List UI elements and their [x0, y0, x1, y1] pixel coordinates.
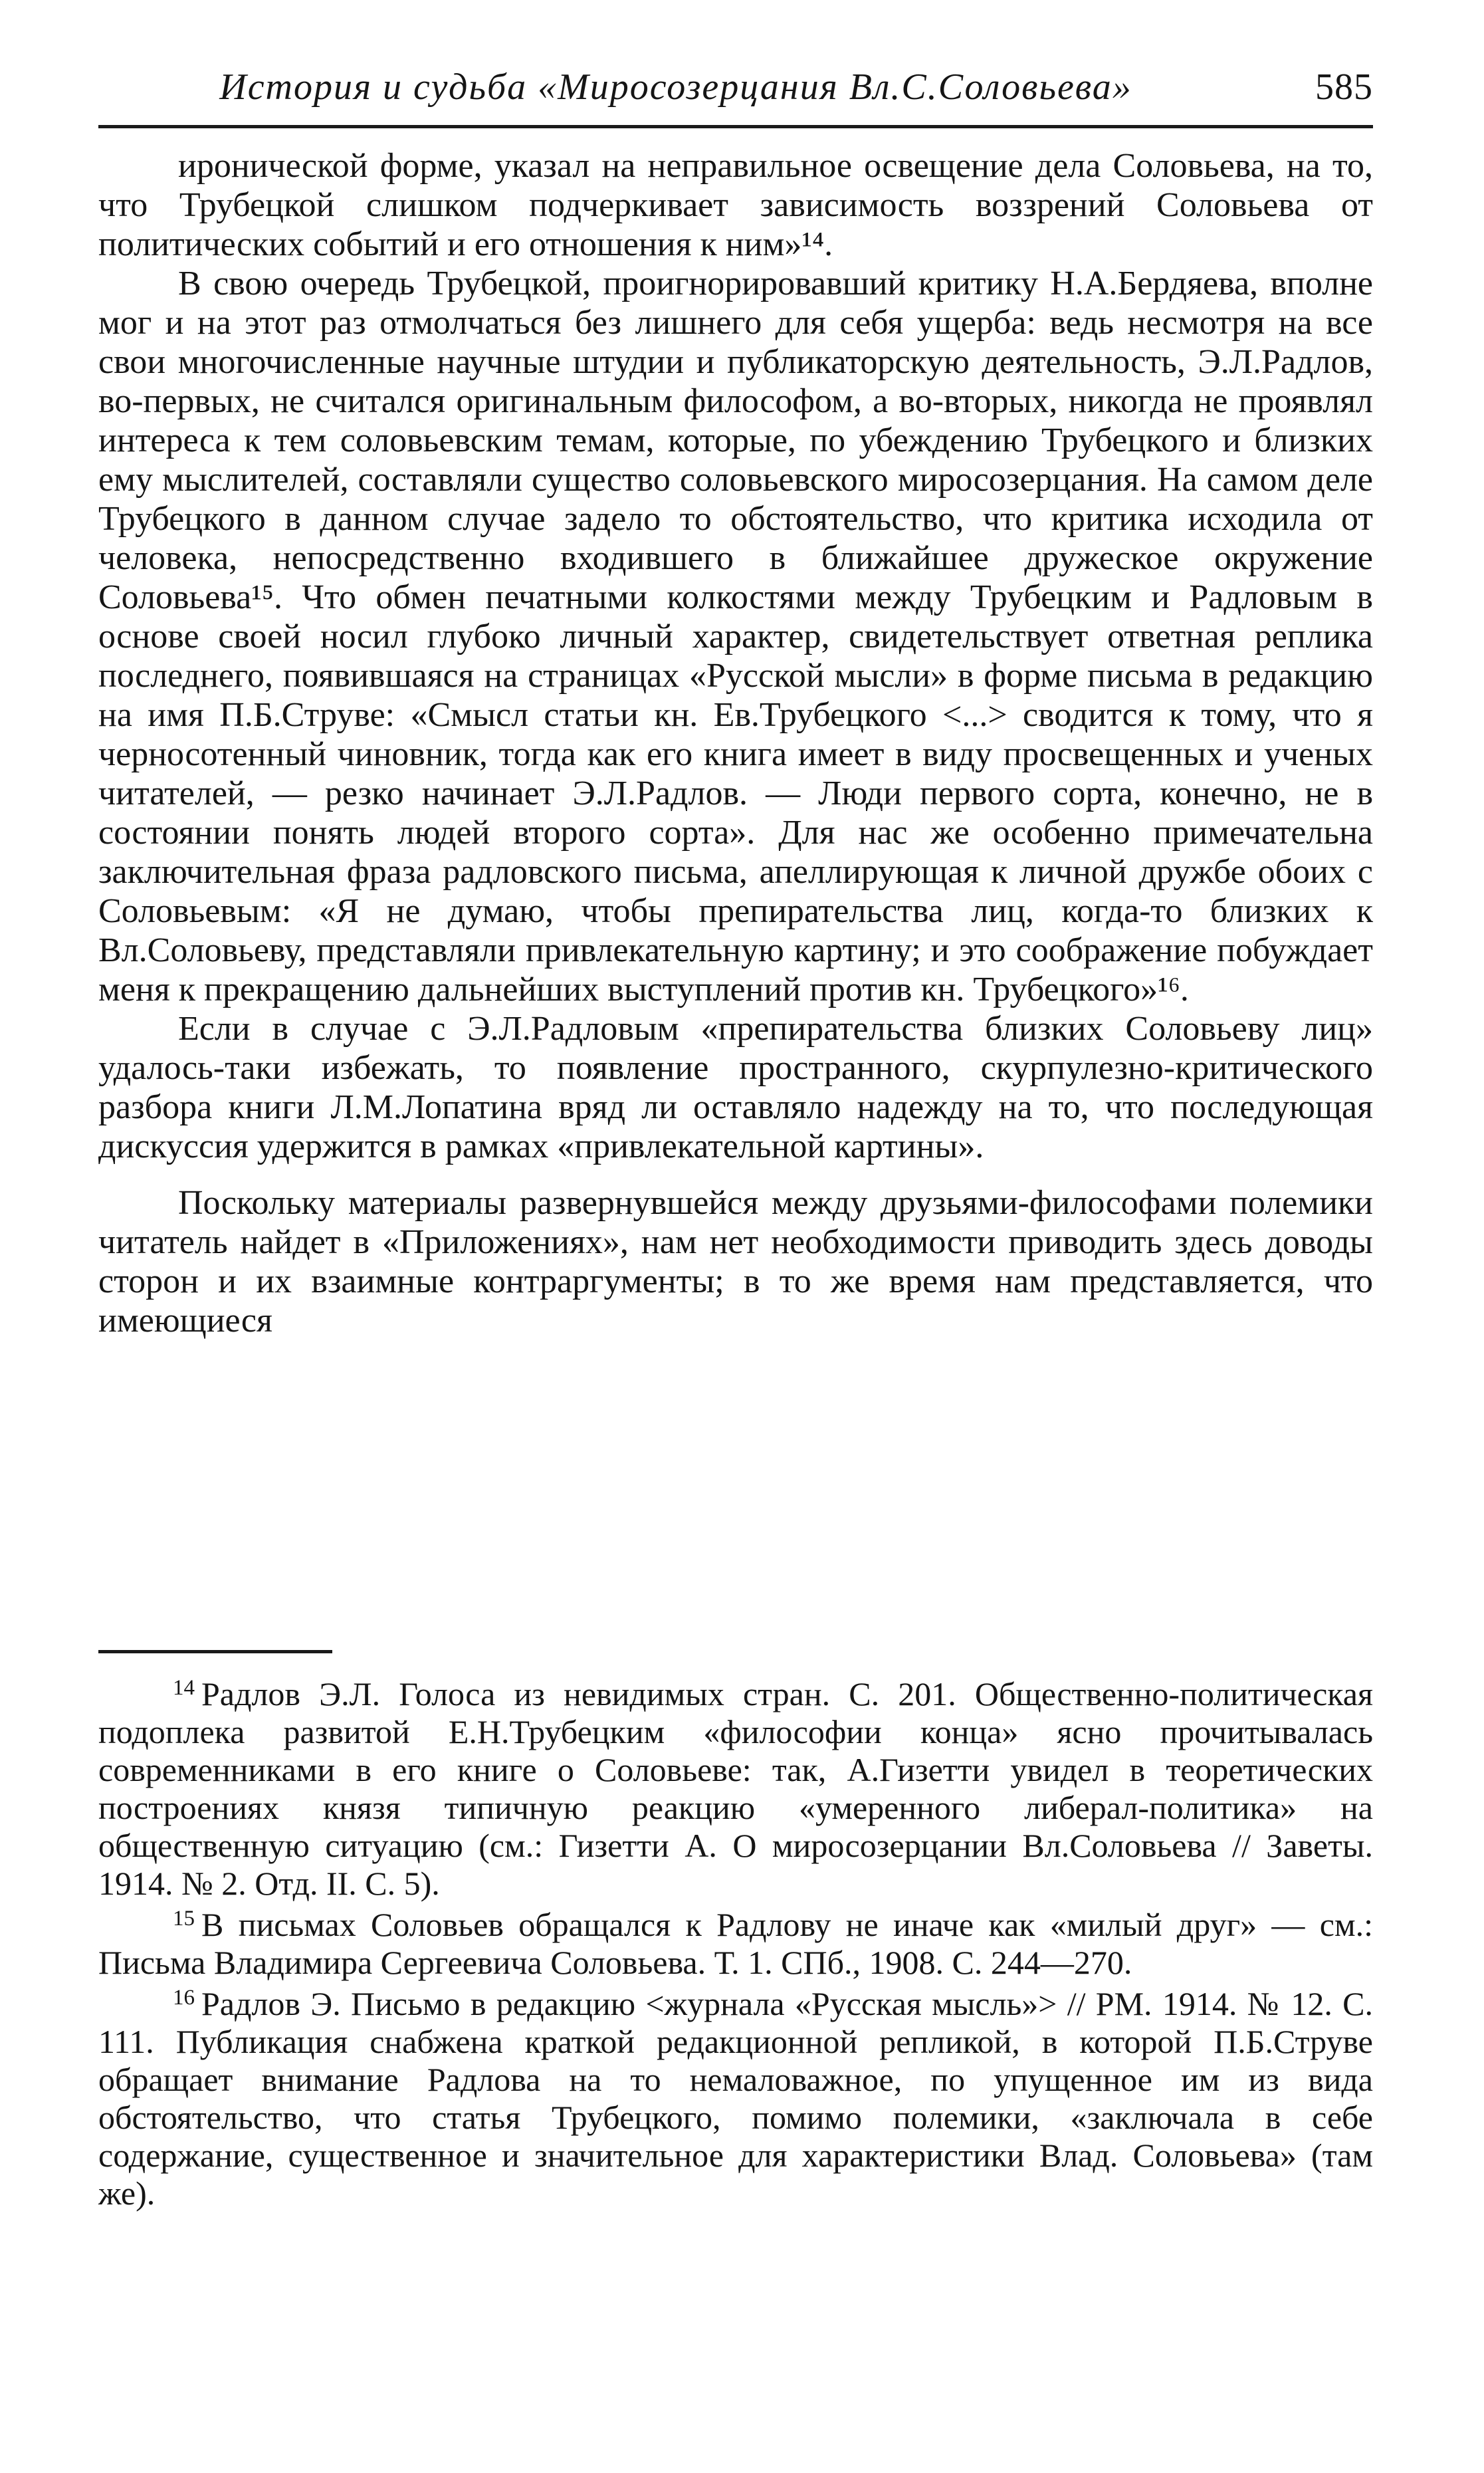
paragraph-4: Поскольку материалы развернувшейся между друзьями-философами полемики читатель найдет в «Приложениях», нам нет необходимости приводить здесь доводы сторон и их взаимные контраргументы; в то же время нам представляется, что имеющиеся: [98, 1184, 1373, 1340]
footnote-mark: 16: [173, 1986, 195, 2010]
running-head: [98, 61, 1373, 121]
footnote-16: [98, 1985, 1373, 2212]
running-title: История и судьба «Миросозерцания Вл.С.Соловьева»: [219, 66, 1132, 108]
header-rule: [98, 125, 1373, 128]
footnote-text: Радлов Э.Л. Голоса из невидимых стран. С. 201. Общественно-политическая подоплека развитой Е.Н.Трубецким «философии конца» ясно прочитывалась современниками в его книге о Соловьеве: так, А.Гизетти увидел в теоретических построениях князя типичную реакцию «умеренного либерал-политика» на общественную ситуацию (см.: Гизетти А. О миросозерцании Вл.Соловьева // Заветы. 1914. № 2. Отд. II. С. 5).: [98, 1675, 1373, 1902]
paragraph-2: В свою очередь Трубецкой, проигнорировавший критику Н.А.Бердяева, вполне мог и на этот раз отмолчаться без лишнего для себя ущерба: ведь несмотря на все свои многочисленные научные штудии и публикаторскую деятельность, Э.Л.Радлов, во-первых, не считался оригинальным философом, а во-вторых, никогда не проявлял интереса к тем соловьевским темам, которые, по убеждению Трубецкого и близких ему мыслителей, составляли существо соловьевского миросозерцания. На самом деле Трубецкого в данном случае задело то обстоятельство, что критика исходила от человека, непосредственно входившего в ближайшее дружеское окружение Соловьева¹⁵. Что обмен печатными колкостями между Трубецким и Радловым в основе своей носил глубоко личный характер, свидетельствует ответная реплика последнего, появившаяся на страницах «Русской мысли» в форме письма в редакцию на имя П.Б.Струве: «Смысл статьи кн. Ев.Трубецкого <...> сводится к тому, что я черносотенный чиновник, тогда как его книга имеет в виду просвещенных и ученых читателей, — резко начинает Э.Л.Радлов. — Люди первого сорта, конечно, не в состоянии понять людей второго сорта». Для нас же особенно примечательна заключительная фраза радловского письма, апеллирующая к личной дружбе обоих с Соловьевым: «Я не думаю, чтобы препирательства лиц, когда-то близких к Вл.Соловьеву, представляли привлекательную картину; и это соображение побуждает меня к прекращению дальнейших выступлений против кн. Трубецкого»¹⁶.: [98, 265, 1373, 1008]
main-text: [98, 146, 1373, 1340]
footnote-text: В письмах Соловьев обращался к Радлову не иначе как «милый друг» — см.: Письма Владимира Сергеевича Соловьева. Т. 1. СПб., 1908. С. 244—270.: [98, 1906, 1373, 1981]
footnote-text: Радлов Э. Письмо в редакцию <журнала «Русская мысль»> // РМ. 1914. № 12. С. 111. Публикация снабжена краткой редакционной репликой, в которой П.Б.Струве обращает внимание Радлова на то немаловажное, по упущенное им из вида обстоятельство, что статья Трубецкого, помимо полемики, «заключала в себе содержание, существенное и значительное для характеристики Влад. Соловьева» (там же).: [98, 1985, 1373, 2212]
footnote-15: [98, 1906, 1373, 1982]
footnote-mark: 15: [173, 1907, 195, 1931]
page-number: 585: [1315, 66, 1373, 108]
footnote-14: [98, 1675, 1373, 1903]
footnote-mark: 14: [173, 1676, 195, 1700]
paragraph-1: иронической форме, указал на неправильное освещение дела Соловьева, на то, что Трубецкой слишком подчеркивает зависимость воззрений Соловьева от политических событий и его отношения к ним»¹⁴.: [98, 147, 1373, 263]
paragraph-3: Если в случае с Э.Л.Радловым «препирательства близких Соловьеву лиц» удалось-таки избежать, то появление пространного, скурпулезно-критического разбора книги Л.М.Лопатина вряд ли оставляло надежду на то, что последующая дискуссия удержится в рамках «привлекательной картины».: [98, 1010, 1373, 1165]
footnotes: [98, 1675, 1373, 2216]
footnote-rule: [98, 1650, 332, 1653]
